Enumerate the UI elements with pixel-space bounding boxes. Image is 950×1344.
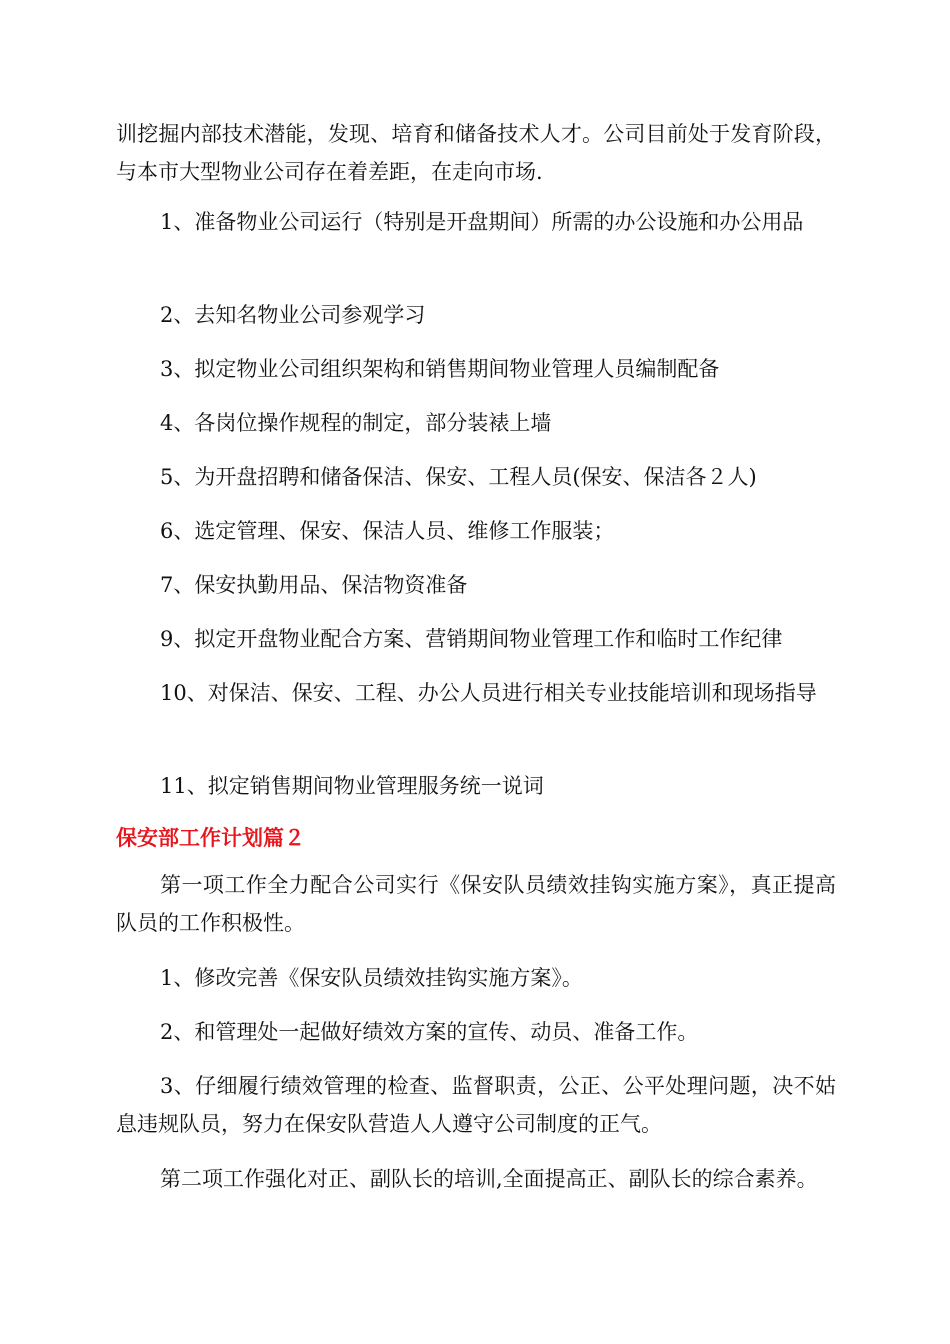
list-item: 3、拟定物业公司组织架构和销售期间物业管理人员编制配备 [160, 357, 720, 381]
section-heading: 保安部工作计划篇２ [116, 826, 305, 850]
body-paragraph: 1、修改完善《保安队员绩效挂钩实施方案》。 [160, 966, 583, 990]
list-item: 1、准备物业公司运行（特别是开盘期间）所需的办公设施和办公用品 [160, 210, 804, 234]
body-paragraph: 第二项工作强化对正、副队长的培训,全面提高正、副队长的综合素养。 [160, 1167, 818, 1191]
list-item: 7、保安执勤用品、保洁物资准备 [160, 573, 468, 597]
list-item: 5、为开盘招聘和储备保洁、保安、工程人员(保安、保洁各２人) [160, 465, 757, 489]
list-item: 6、选定管理、保安、保洁人员、维修工作服装； [160, 519, 615, 543]
body-paragraph: 3、仔细履行绩效管理的检查、监督职责，公正、公平处理问题，决不姑息违规队员，努力在保安队营造人人遵守公司制度的正气。 [116, 1074, 836, 1136]
list-item: 2、去知名物业公司参观学习 [160, 303, 426, 327]
intro-paragraph: 训挖掘内部技术潜能，发现、培育和储备技术人才。公司目前处于发育阶段，与本市大型物业公司存在着差距，在走向市场. [116, 122, 836, 184]
body-paragraph: 第一项工作全力配合公司实行《保安队员绩效挂钩实施方案》，真正提高队员的工作积极性。 [116, 873, 836, 935]
list-item: 4、各岗位操作规程的制定，部分装裱上墙 [160, 411, 552, 435]
list-item: 10、对保洁、保安、工程、办公人员进行相关专业技能培训和现场指导 [160, 681, 817, 705]
list-item: 9、拟定开盘物业配合方案、营销期间物业管理工作和临时工作纪律 [160, 627, 783, 651]
body-paragraph: 2、和管理处一起做好绩效方案的宣传、动员、准备工作。 [160, 1020, 699, 1044]
list-item: 11、拟定销售期间物业管理服务统一说词 [160, 774, 544, 798]
